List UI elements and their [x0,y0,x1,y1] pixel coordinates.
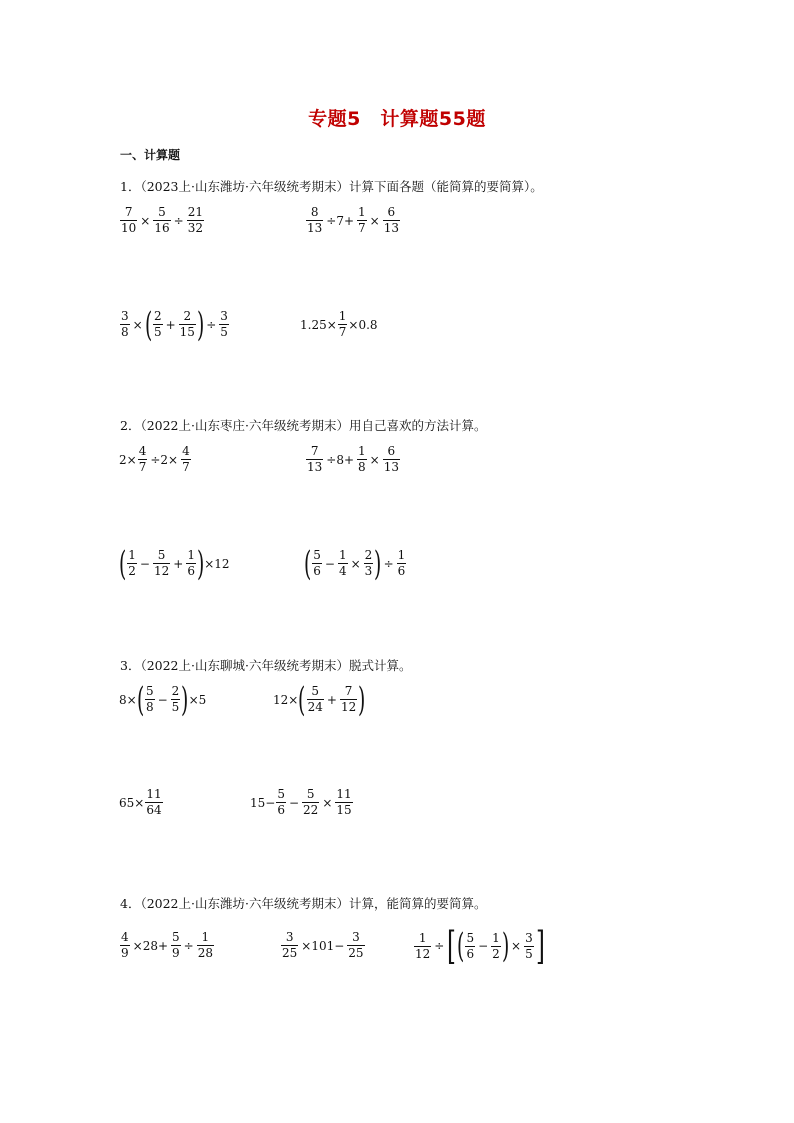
fraction [120,930,130,961]
numerator: 5 [313,548,321,562]
fraction [153,309,163,340]
section-heading: 一、计算题 [120,148,181,162]
fraction [364,548,374,579]
q1-expression-1 [119,205,205,236]
bracket: ) [374,543,382,584]
denominator: 13 [307,221,323,235]
q2-expression-3 [118,543,230,584]
denominator: 8 [358,460,366,474]
question-2-header: 2．（2022上·山东枣庄·六年级统考期末）用自己喜欢的方法计算。 [120,418,487,433]
numerator: 3 [352,930,360,944]
fraction [465,931,475,962]
fraction [312,548,322,579]
operator-text: × [369,452,380,467]
fraction [340,684,357,715]
denominator: 6 [466,946,475,961]
bracket: [ [447,924,457,968]
fraction [524,931,534,962]
operator-text: ÷2× [150,452,179,467]
denominator: 25 [348,946,364,960]
fraction [186,548,196,579]
operator-text: ÷ [183,938,194,953]
q3-expression-1 [119,679,207,720]
fraction [397,548,407,579]
q1-expression-2 [305,205,401,236]
q3-expression-3 [119,787,164,818]
operator-text: × [132,317,143,332]
operator-text: − [139,556,150,571]
denominator: 9 [172,946,180,960]
operator-text: ÷7+ [326,213,355,228]
fraction [127,548,137,579]
denominator: 7 [358,221,366,235]
fraction [307,684,324,715]
bracket: ( [118,543,127,584]
bracket: ( [298,679,306,720]
numerator: 1 [338,548,347,562]
operator-text: − [288,795,300,810]
numerator: 3 [121,309,129,323]
q4-expression-2 [280,930,366,961]
operator-text: × [140,213,151,228]
fraction [306,205,323,236]
fraction [153,205,170,236]
denominator: 6 [277,803,285,817]
fraction [281,930,298,961]
bracket: ) [196,304,205,345]
numerator: 1 [187,548,195,562]
numerator: 6 [387,205,396,219]
fraction [491,931,501,962]
page-title: 专题5 计算题55题 [308,108,486,130]
denominator: 5 [153,325,162,339]
bracket: ) [181,679,189,720]
fraction [120,309,130,340]
fraction [357,444,367,475]
denominator: 5 [525,946,533,961]
denominator: 6 [397,564,406,578]
denominator: 4 [338,564,347,578]
operator-text: ×12 [204,556,230,571]
fraction [197,930,214,961]
operator-text: 65× [119,795,145,810]
denominator: 12 [415,946,431,961]
fraction [335,787,352,818]
operator-text: + [326,692,337,707]
denominator: 7 [182,460,190,474]
denominator: 13 [383,460,400,474]
numerator: 1 [338,309,347,323]
fraction [383,444,400,475]
numerator: 5 [157,548,166,562]
operator-text: ×5 [188,692,207,707]
fraction [302,787,319,818]
q1-expression-3 [119,304,230,345]
denominator: 2 [128,564,136,578]
operator-text: ÷ [383,556,394,571]
numerator: 1 [128,548,136,562]
operator-text: − [157,692,168,707]
numerator: 3 [285,930,294,944]
fraction [276,787,286,818]
denominator: 7 [338,325,347,339]
denominator: 12 [340,700,357,714]
numerator: 11 [336,787,352,801]
operator-text: ÷8+ [326,452,355,467]
numerator: 7 [344,684,353,698]
numerator: 5 [306,787,315,801]
operator-text: × [369,213,380,228]
bracket: ) [358,679,366,720]
q2-expression-4 [303,543,407,584]
denominator: 5 [220,325,228,339]
fraction [347,930,364,961]
numerator: 4 [182,444,190,458]
fraction [306,444,323,475]
bracket: ] [535,924,545,968]
denominator: 13 [383,221,400,235]
operator-text: × [322,795,333,810]
numerator: 6 [387,444,396,458]
operator-text: 12× [273,692,299,707]
denominator: 15 [336,803,352,817]
fraction [383,205,400,236]
bracket: ) [501,926,510,966]
operator-text: ×28+ [132,938,169,953]
numerator: 4 [138,444,147,458]
denominator: 32 [187,221,203,235]
operator-text: 8× [119,692,137,707]
numerator: 2 [171,684,180,698]
question-3-header: 3．（2022上·山东聊城·六年级统考期末）脱式计算。 [120,658,412,673]
numerator: 5 [311,684,320,698]
denominator: 6 [187,564,195,578]
fraction [145,684,155,715]
numerator: 7 [310,444,319,458]
denominator: 10 [121,221,137,235]
fraction [338,309,348,340]
numerator: 1 [358,205,366,219]
denominator: 24 [307,700,323,714]
fraction [153,548,170,579]
numerator: 21 [187,205,203,219]
fraction [145,787,162,818]
fraction [171,684,181,715]
numerator: 5 [277,787,285,801]
fraction [181,444,191,475]
denominator: 7 [138,460,147,474]
operator-text: ÷ [434,939,445,953]
operator-text: 15− [250,795,276,810]
denominator: 22 [303,803,319,817]
numerator: 5 [172,930,180,944]
numerator: 1 [201,930,210,944]
question-4-header: 4．（2022上·山东潍坊·六年级统考期末）计算，能简算的要简算。 [120,896,487,911]
denominator: 8 [145,700,154,714]
denominator: 2 [492,946,500,961]
q3-expression-4 [250,787,354,818]
fraction [138,444,148,475]
fraction [179,309,196,340]
denominator: 8 [121,325,129,339]
operator-text: 2× [119,452,137,467]
bracket: ( [136,679,144,720]
denominator: 5 [171,700,180,714]
operator-text: + [165,317,176,332]
bracket: ( [457,926,465,966]
numerator: 2 [364,548,373,562]
operator-text: × [511,939,522,953]
numerator: 5 [158,205,166,219]
bracket: ( [303,543,312,584]
fraction [414,931,431,962]
denominator: 28 [197,946,214,960]
numerator: 1 [492,930,500,945]
numerator: 8 [310,205,319,219]
fraction [219,309,229,340]
numerator: 1 [358,444,366,458]
denominator: 13 [307,460,323,474]
bracket: ( [144,304,152,345]
numerator: 1 [397,548,406,562]
numerator: 5 [466,930,475,945]
operator-text: ×101− [301,938,345,953]
denominator: 9 [121,946,129,960]
operator-text: × [350,556,361,571]
numerator: 3 [220,309,228,323]
numerator: 7 [124,205,133,219]
numerator: 1 [418,930,427,945]
numerator: 2 [183,309,192,323]
q4-expression-3 [413,924,546,968]
operator-text: ×0.8 [348,317,378,332]
operator-text: − [324,556,335,571]
fraction [357,205,367,236]
fraction [120,205,137,236]
operator-text: ÷ [173,213,184,228]
denominator: 15 [179,325,195,339]
denominator: 25 [282,946,298,960]
bracket: ) [196,543,205,584]
denominator: 3 [364,564,373,578]
numerator: 11 [146,787,162,801]
q2-expression-1 [119,444,192,475]
denominator: 64 [146,803,162,817]
q1-expression-4 [300,309,378,340]
numerator: 2 [153,309,162,323]
denominator: 12 [153,564,170,578]
operator-text: − [478,939,489,953]
q4-expression-1 [119,930,215,961]
fraction [171,930,181,961]
operator-text: ÷ [206,317,217,332]
q3-expression-2 [273,679,366,720]
denominator: 16 [154,221,170,235]
operator-text: + [173,556,184,571]
numerator: 3 [525,930,533,945]
numerator: 5 [145,684,154,698]
q2-expression-2 [305,444,401,475]
numerator: 4 [121,930,129,944]
fraction [187,205,204,236]
operator-text: 1.25× [300,317,337,332]
denominator: 6 [313,564,321,578]
question-1-header: 1．（2023上·山东潍坊·六年级统考期末）计算下面各题（能简算的要简算）。 [120,179,543,194]
fraction [338,548,348,579]
